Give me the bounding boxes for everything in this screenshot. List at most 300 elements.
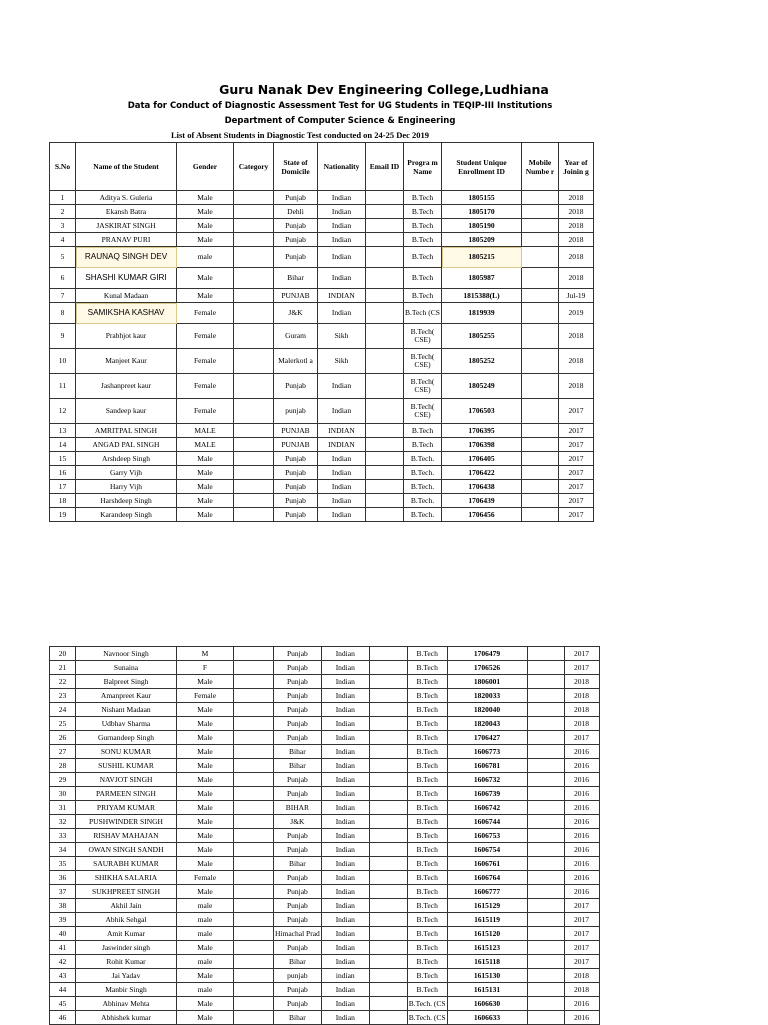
cell-year: 2018 — [564, 703, 599, 717]
cell-nationality: Indian — [318, 268, 366, 289]
table-row — [50, 787, 600, 801]
cell-state: BIHAR — [274, 801, 322, 815]
cell-student-name: Manbir Singh — [76, 983, 177, 997]
cell-student-name: Amit Kumar — [76, 927, 177, 941]
cell-mobile — [522, 438, 559, 452]
cell-year: 2017 — [564, 927, 599, 941]
cell-sno: 39 — [50, 913, 76, 927]
cell-program: B.Tech — [407, 745, 447, 759]
cell-nationality: Indian — [318, 219, 366, 233]
cell-mobile — [522, 494, 559, 508]
cell-category — [234, 508, 274, 522]
cell-enrollment-id: 1606732 — [447, 773, 527, 787]
cell-year: 2017 — [564, 899, 599, 913]
cell-state: Punjab — [274, 689, 322, 703]
cell-sno: 29 — [50, 773, 76, 787]
cell-program: B.Tech — [404, 247, 442, 268]
cell-mobile — [522, 268, 559, 289]
cell-mobile — [522, 424, 559, 438]
cell-category — [234, 399, 274, 424]
cell-gender: Male — [177, 289, 234, 303]
cell-gender: Female — [177, 399, 234, 424]
cell-email — [366, 480, 404, 494]
col-mobile: Mobile Numbe r — [522, 143, 559, 191]
cell-program: B.Tech( CSE) — [404, 324, 442, 349]
cell-sno: 3 — [50, 219, 76, 233]
cell-gender: Male — [177, 829, 234, 843]
cell-mobile — [527, 759, 564, 773]
cell-state: Punjab — [274, 661, 322, 675]
cell-mobile — [527, 899, 564, 913]
cell-state: punjab — [274, 399, 318, 424]
cell-gender: Female — [177, 374, 234, 399]
cell-student-name: Harry Vijh — [76, 480, 177, 494]
cell-email — [366, 289, 404, 303]
cell-year: 2017 — [559, 466, 594, 480]
cell-sno: 23 — [50, 689, 76, 703]
cell-gender: Male — [177, 205, 234, 219]
cell-enrollment-id: 1606739 — [447, 787, 527, 801]
table-row — [50, 303, 594, 324]
cell-program: B.Tech( CSE) — [404, 374, 442, 399]
table-row — [50, 268, 594, 289]
cell-gender: Male — [177, 759, 234, 773]
cell-enrollment-id: 1606744 — [447, 815, 527, 829]
cell-email — [369, 969, 407, 983]
cell-sno: 35 — [50, 857, 76, 871]
cell-category — [234, 219, 274, 233]
cell-mobile — [527, 787, 564, 801]
cell-year: 2017 — [559, 438, 594, 452]
cell-mobile — [527, 689, 564, 703]
table-row — [50, 374, 594, 399]
cell-enrollment-id: 1806001 — [447, 675, 527, 689]
cell-student-name: Rohit Kumar — [76, 955, 177, 969]
cell-year: 2018 — [559, 233, 594, 247]
cell-gender: Male — [177, 731, 234, 745]
cell-program: B.Tech (CS — [404, 303, 442, 324]
cell-program: B.Tech( CSE) — [404, 399, 442, 424]
cell-sno: 26 — [50, 731, 76, 745]
cell-year: 2018 — [559, 191, 594, 205]
cell-email — [366, 452, 404, 466]
cell-state: Punjab — [274, 731, 322, 745]
col-gender: Gender — [177, 143, 234, 191]
cell-state: Punjab — [274, 997, 322, 1011]
cell-state: J&K — [274, 815, 322, 829]
cell-nationality: Indian — [321, 787, 369, 801]
cell-email — [369, 801, 407, 815]
cell-enrollment-id: 1606764 — [447, 871, 527, 885]
cell-enrollment-id: 1706503 — [442, 399, 522, 424]
cell-student-name: PRIYAM KUMAR — [76, 801, 177, 815]
cell-program: B.Tech — [407, 983, 447, 997]
cell-year: 2017 — [559, 399, 594, 424]
cell-mobile — [522, 399, 559, 424]
cell-enrollment-id: 1805215 — [442, 247, 522, 268]
cell-category — [234, 955, 274, 969]
cell-enrollment-id: 1706398 — [442, 438, 522, 452]
cell-student-name: Abhishek kumar — [76, 1011, 177, 1025]
cell-enrollment-id: 1706438 — [442, 480, 522, 494]
cell-gender: F — [177, 661, 234, 675]
cell-state: Punjab — [274, 773, 322, 787]
cell-gender: Male — [177, 815, 234, 829]
cell-email — [369, 661, 407, 675]
cell-year: 2018 — [559, 324, 594, 349]
cell-email — [369, 731, 407, 745]
cell-sno: 37 — [50, 885, 76, 899]
cell-email — [366, 303, 404, 324]
table-row — [50, 857, 600, 871]
cell-year: 2016 — [564, 843, 599, 857]
cell-year: 2018 — [564, 969, 599, 983]
cell-gender: Male — [177, 1011, 234, 1025]
cell-mobile — [522, 303, 559, 324]
cell-student-name: RISHAV MAHAJAN — [76, 829, 177, 843]
table-row — [50, 466, 594, 480]
cell-state: Punjab — [274, 871, 322, 885]
cell-state: Punjab — [274, 983, 322, 997]
cell-nationality: Indian — [318, 205, 366, 219]
cell-year: 2017 — [564, 955, 599, 969]
cell-email — [366, 233, 404, 247]
cell-email — [369, 675, 407, 689]
cell-nationality: Indian — [321, 689, 369, 703]
cell-mobile — [522, 233, 559, 247]
cell-sno: 5 — [50, 247, 76, 268]
cell-enrollment-id: 1615130 — [447, 969, 527, 983]
cell-email — [369, 815, 407, 829]
cell-year: 2017 — [564, 941, 599, 955]
cell-gender: Male — [177, 969, 234, 983]
cell-email — [366, 247, 404, 268]
col-state: State of Domicile — [274, 143, 318, 191]
table-row — [50, 829, 600, 843]
cell-email — [369, 745, 407, 759]
cell-year: 2017 — [564, 647, 599, 661]
cell-email — [369, 773, 407, 787]
cell-student-name: Kunal Madaan — [76, 289, 177, 303]
cell-program: B.Tech. — [404, 466, 442, 480]
table-row — [50, 494, 594, 508]
cell-nationality: Indian — [321, 661, 369, 675]
cell-mobile — [527, 745, 564, 759]
cell-mobile — [522, 374, 559, 399]
cell-program: B.Tech( CSE) — [404, 349, 442, 374]
cell-gender: Male — [177, 191, 234, 205]
cell-nationality: Indian — [318, 494, 366, 508]
col-year: Year of Joinin g — [559, 143, 594, 191]
table-row — [50, 731, 600, 745]
cell-year: 2016 — [564, 871, 599, 885]
cell-nationality: indian — [321, 969, 369, 983]
col-program: Progra m Name — [404, 143, 442, 191]
cell-category — [234, 899, 274, 913]
cell-enrollment-id: 1615120 — [447, 927, 527, 941]
cell-gender: Male — [177, 480, 234, 494]
cell-email — [369, 703, 407, 717]
cell-program: B.Tech — [407, 857, 447, 871]
table-row — [50, 1011, 600, 1025]
cell-mobile — [522, 247, 559, 268]
col-student-name: Name of the Student — [76, 143, 177, 191]
cell-category — [234, 773, 274, 787]
table-row — [50, 233, 594, 247]
cell-program: B.Tech. — [404, 494, 442, 508]
cell-program: B.Tech. — [404, 480, 442, 494]
cell-state: Bihar — [274, 955, 322, 969]
cell-program: B.Tech — [407, 661, 447, 675]
cell-nationality: Indian — [321, 675, 369, 689]
cell-sno: 14 — [50, 438, 76, 452]
cell-nationality: INDIAN — [318, 438, 366, 452]
table-row — [50, 871, 600, 885]
cell-program: B.Tech — [407, 829, 447, 843]
cell-category — [234, 745, 274, 759]
cell-nationality: Indian — [321, 1011, 369, 1025]
cell-student-name: Jaswinder singh — [76, 941, 177, 955]
cell-email — [369, 899, 407, 913]
cell-email — [366, 219, 404, 233]
cell-sno: 43 — [50, 969, 76, 983]
cell-category — [234, 303, 274, 324]
cell-state: Guram — [274, 324, 318, 349]
cell-sno: 34 — [50, 843, 76, 857]
cell-state: Punjab — [274, 374, 318, 399]
cell-mobile — [527, 997, 564, 1011]
cell-mobile — [527, 843, 564, 857]
cell-sno: 42 — [50, 955, 76, 969]
cell-mobile — [522, 219, 559, 233]
cell-enrollment-id: 1706395 — [442, 424, 522, 438]
cell-gender: Male — [177, 233, 234, 247]
cell-sno: 30 — [50, 787, 76, 801]
cell-student-name: PARMEEN SINGH — [76, 787, 177, 801]
cell-email — [369, 955, 407, 969]
cell-email — [369, 857, 407, 871]
cell-email — [366, 349, 404, 374]
table-row — [50, 438, 594, 452]
cell-gender: male — [177, 955, 234, 969]
cell-program: B.Tech — [407, 927, 447, 941]
cell-year: 2017 — [559, 494, 594, 508]
cell-sno: 20 — [50, 647, 76, 661]
cell-mobile — [527, 885, 564, 899]
cell-sno: 32 — [50, 815, 76, 829]
cell-state: J&K — [274, 303, 318, 324]
cell-sno: 6 — [50, 268, 76, 289]
cell-category — [234, 191, 274, 205]
cell-mobile — [527, 717, 564, 731]
cell-category — [234, 997, 274, 1011]
cell-mobile — [527, 647, 564, 661]
cell-state: Malerkotl a — [274, 349, 318, 374]
cell-program: B.Tech — [407, 647, 447, 661]
cell-email — [366, 191, 404, 205]
cell-category — [234, 787, 274, 801]
cell-student-name: ANGAD PAL SINGH — [76, 438, 177, 452]
cell-student-name: Prabhjot kaur — [76, 324, 177, 349]
cell-category — [234, 885, 274, 899]
cell-year: 2018 — [564, 717, 599, 731]
cell-year: 2017 — [559, 480, 594, 494]
cell-gender: MALE — [177, 424, 234, 438]
cell-year: 2016 — [564, 773, 599, 787]
cell-gender: Male — [177, 843, 234, 857]
cell-mobile — [527, 857, 564, 871]
cell-year: 2018 — [564, 689, 599, 703]
cell-enrollment-id: 1820040 — [447, 703, 527, 717]
cell-sno: 33 — [50, 829, 76, 843]
table-row — [50, 452, 594, 466]
cell-category — [234, 1011, 274, 1025]
cell-gender: male — [177, 913, 234, 927]
table-header-row — [50, 143, 594, 191]
cell-state: Bihar — [274, 745, 322, 759]
cell-enrollment-id: 1606633 — [447, 1011, 527, 1025]
cell-enrollment-id: 1706422 — [442, 466, 522, 480]
table-row — [50, 927, 600, 941]
cell-program: B.Tech. (CS — [407, 1011, 447, 1025]
cell-mobile — [522, 480, 559, 494]
cell-mobile — [527, 927, 564, 941]
cell-category — [234, 717, 274, 731]
cell-gender: male — [177, 247, 234, 268]
cell-program: B.Tech — [404, 205, 442, 219]
cell-email — [366, 508, 404, 522]
cell-enrollment-id: 1805252 — [442, 349, 522, 374]
cell-gender: Male — [177, 801, 234, 815]
cell-gender: Male — [177, 452, 234, 466]
cell-enrollment-id: 1805170 — [442, 205, 522, 219]
cell-student-name: SONU KUMAR — [76, 745, 177, 759]
cell-email — [366, 424, 404, 438]
cell-email — [369, 689, 407, 703]
table-2-body — [50, 647, 600, 1025]
department-name: Department of Computer Science & Engineering — [224, 116, 456, 126]
cell-program: B.Tech — [407, 815, 447, 829]
cell-sno: 2 — [50, 205, 76, 219]
cell-email — [366, 494, 404, 508]
cell-year: 2018 — [559, 349, 594, 374]
cell-state: Punjab — [274, 480, 318, 494]
cell-email — [366, 466, 404, 480]
cell-gender: Male — [177, 941, 234, 955]
cell-state: Punjab — [274, 843, 322, 857]
cell-gender: Male — [177, 997, 234, 1011]
cell-category — [234, 466, 274, 480]
cell-program: B.Tech — [404, 191, 442, 205]
cell-sno: 15 — [50, 452, 76, 466]
cell-student-name: Balpreet Singh — [76, 675, 177, 689]
cell-category — [234, 927, 274, 941]
college-title: Guru Nanak Dev Engineering College,Ludhiana — [219, 82, 549, 97]
cell-category — [234, 731, 274, 745]
cell-gender: Female — [177, 689, 234, 703]
cell-program: B.Tech — [407, 871, 447, 885]
cell-nationality: Indian — [321, 857, 369, 871]
cell-sno: 4 — [50, 233, 76, 247]
cell-mobile — [527, 913, 564, 927]
cell-nationality: Indian — [321, 745, 369, 759]
cell-student-name: Abhinav Mehta — [76, 997, 177, 1011]
cell-year: 2017 — [559, 424, 594, 438]
cell-student-name: JASKIRAT SINGH — [76, 219, 177, 233]
cell-year: 2018 — [559, 268, 594, 289]
cell-category — [234, 480, 274, 494]
absent-students-table-2 — [49, 646, 600, 1025]
cell-program: B.Tech — [407, 955, 447, 969]
cell-nationality: Indian — [318, 480, 366, 494]
cell-mobile — [527, 871, 564, 885]
cell-category — [234, 815, 274, 829]
table-row — [50, 689, 600, 703]
cell-state: PUNJAB — [274, 289, 318, 303]
cell-student-name: Sunaina — [76, 661, 177, 675]
cell-email — [369, 941, 407, 955]
cell-nationality: Indian — [318, 466, 366, 480]
cell-program: B.Tech — [407, 913, 447, 927]
cell-enrollment-id: 1615123 — [447, 941, 527, 955]
table-row — [50, 843, 600, 857]
cell-student-name: Karandeep Singh — [76, 508, 177, 522]
cell-enrollment-id: 1815388(L) — [442, 289, 522, 303]
cell-category — [234, 689, 274, 703]
cell-state: Punjab — [274, 508, 318, 522]
table-row — [50, 997, 600, 1011]
cell-student-name: OWAN SINGH SANDH — [76, 843, 177, 857]
table-row — [50, 941, 600, 955]
cell-program: B.Tech — [407, 703, 447, 717]
cell-state: punjab — [274, 969, 322, 983]
cell-category — [234, 647, 274, 661]
table-row — [50, 969, 600, 983]
cell-email — [369, 983, 407, 997]
cell-enrollment-id: 1819939 — [442, 303, 522, 324]
cell-gender: male — [177, 983, 234, 997]
cell-program: B.Tech — [407, 717, 447, 731]
table-row — [50, 717, 600, 731]
cell-category — [234, 703, 274, 717]
cell-program: B.Tech — [407, 899, 447, 913]
cell-email — [369, 1011, 407, 1025]
cell-student-name: AMRITPAL SINGH — [76, 424, 177, 438]
col-email: Email ID — [366, 143, 404, 191]
cell-email — [366, 399, 404, 424]
cell-student-name: SHIKHA SALARIA — [76, 871, 177, 885]
cell-gender: Male — [177, 787, 234, 801]
cell-email — [369, 871, 407, 885]
table-row — [50, 508, 594, 522]
table-row — [50, 647, 600, 661]
cell-sno: 45 — [50, 997, 76, 1011]
table-row — [50, 955, 600, 969]
cell-enrollment-id: 1615119 — [447, 913, 527, 927]
cell-nationality: Indian — [321, 955, 369, 969]
cell-category — [234, 941, 274, 955]
cell-email — [369, 843, 407, 857]
cell-category — [234, 349, 274, 374]
cell-sno: 38 — [50, 899, 76, 913]
cell-nationality: Indian — [318, 247, 366, 268]
col-enrollment-id: Student Unique Enrollment ID — [442, 143, 522, 191]
cell-enrollment-id: 1606773 — [447, 745, 527, 759]
col-sno: S.No — [50, 143, 76, 191]
cell-category — [234, 424, 274, 438]
cell-state: Punjab — [274, 787, 322, 801]
cell-nationality: Indian — [321, 717, 369, 731]
